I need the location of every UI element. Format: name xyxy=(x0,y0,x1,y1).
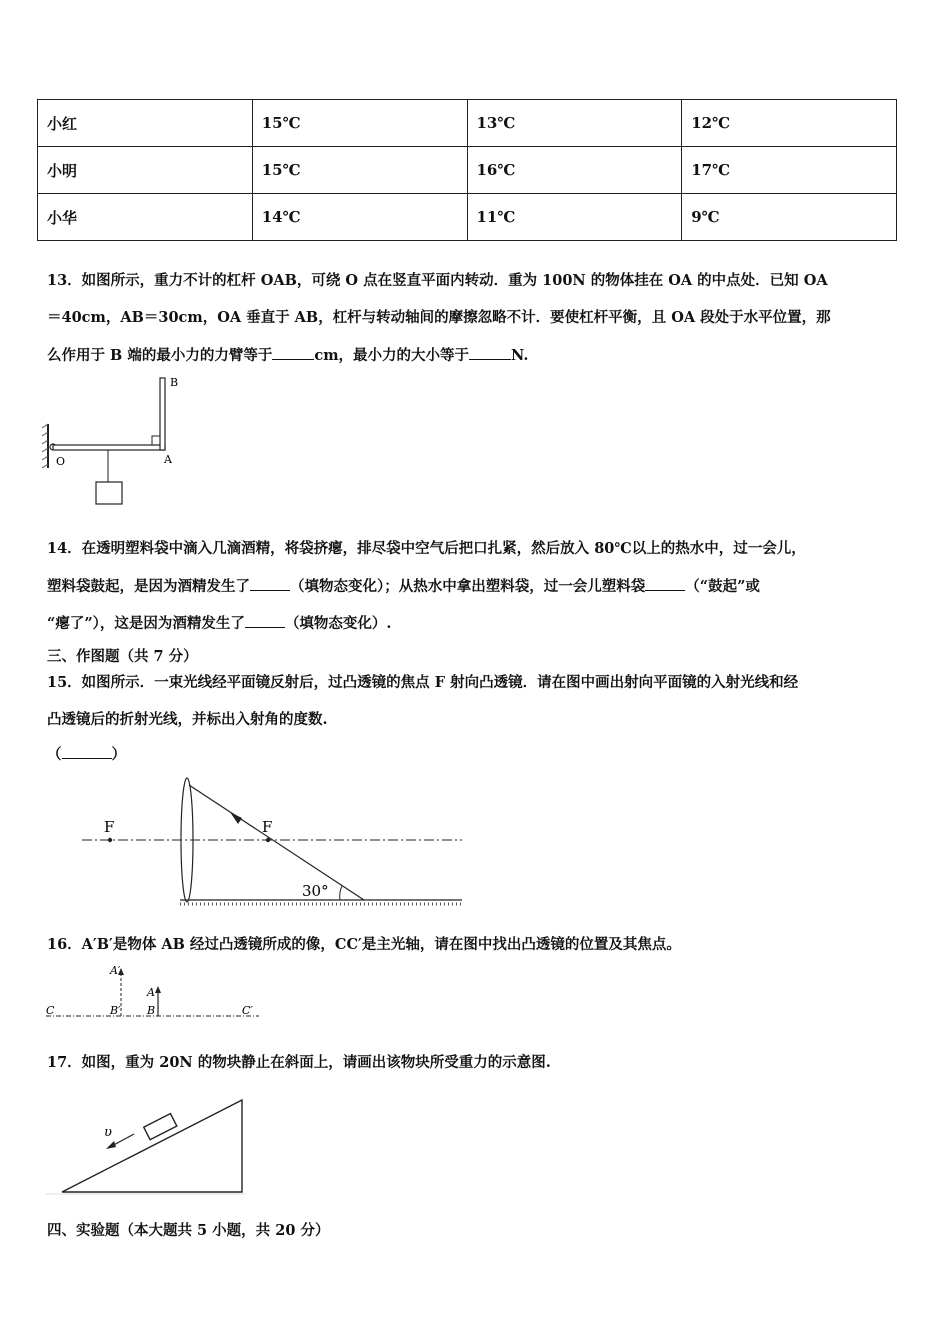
q16-line1: 16．A′B′是物体 AB 经过凸透镜所成的像，CC′是主光轴，请在图中找出凸透镜的位置及其焦点。 xyxy=(47,936,681,953)
label-o: O xyxy=(56,455,66,468)
q15-line1: 15．如图所示．一束光线经平面镜反射后，过凸透镜的焦点 F 射向凸透镜．请在图中画出射向平面镜的入射光线和经 xyxy=(47,674,799,691)
table-cell: 15℃ xyxy=(252,147,467,194)
table-cell: 14℃ xyxy=(252,194,467,241)
answer-blank[interactable] xyxy=(245,613,285,628)
answer-blank[interactable] xyxy=(272,345,314,360)
table-row xyxy=(38,100,897,147)
lever-figure xyxy=(40,372,190,512)
angle-label: 30° xyxy=(302,882,329,900)
object-arrowhead xyxy=(155,986,161,993)
label-v: υ xyxy=(104,1125,112,1140)
label-b: B xyxy=(147,1004,156,1017)
answer-blank[interactable] xyxy=(469,345,511,360)
lever-arm-oa xyxy=(53,445,165,450)
table-cell: 11℃ xyxy=(467,194,682,241)
label-b-prime: B′ xyxy=(110,1004,121,1017)
q13-text: N. xyxy=(511,347,529,364)
q14-line1: 14．在透明塑料袋中滴入几滴酒精，将袋挤瘪，排尽袋中空气后把口扎紧，然后放入 80℃以上的热水中，过一会儿， xyxy=(47,540,806,557)
label-b: B xyxy=(170,376,179,389)
q13-line1: 13．如图所示，重力不计的杠杆 OAB，可绕 O 点在竖直平面内转动．重为 100N 的物体挂在 OA 的中点处．已知 OA xyxy=(47,272,828,289)
table-cell: 15℃ xyxy=(252,100,467,147)
velocity-arrowhead xyxy=(106,1141,116,1149)
q13-line3 xyxy=(47,345,528,366)
lens-mirror-figure xyxy=(80,780,470,912)
inclined-plane xyxy=(62,1100,242,1192)
label-c-prime: C′ xyxy=(242,1004,253,1017)
right-angle-mark xyxy=(152,436,160,445)
q14-line3 xyxy=(47,613,392,634)
q14-text: （填物态变化）；从热水中拿出塑料袋，过一会儿塑料袋 xyxy=(290,578,646,595)
table-cell: 13℃ xyxy=(467,100,682,147)
temperature-table xyxy=(37,99,897,241)
label-f-right: F xyxy=(262,818,273,836)
q14-text: 塑料袋鼓起，是因为酒精发生了 xyxy=(47,578,250,595)
q13-line2: ＝40cm，AB＝30cm，OA 垂直于 AB，杠杆与转动轴间的摩擦忽略不计．要使杠杆平衡，且 OA 段处于水平位置，那 xyxy=(47,309,831,326)
paren-open: （ xyxy=(47,746,62,763)
answer-blank[interactable] xyxy=(250,576,290,591)
table-cell: 17℃ xyxy=(682,147,897,194)
table-cell: 小明 xyxy=(38,147,253,194)
q13-text: 么作用于 B 端的最小力的力臂等于 xyxy=(47,347,273,364)
table-cell: 12℃ xyxy=(682,100,897,147)
q14-text: “瘪了”），这是因为酒精发生了 xyxy=(47,615,245,632)
lever-arm-ab xyxy=(160,378,165,450)
answer-blank[interactable] xyxy=(645,576,685,591)
q13-text: cm，最小力的大小等于 xyxy=(314,347,470,364)
q14-text: （“鼓起”或 xyxy=(685,578,760,595)
q17-line1: 17．如图，重为 20N 的物块静止在斜面上，请画出该物块所受重力的示意图. xyxy=(47,1054,551,1071)
image-figure xyxy=(44,960,264,1020)
label-c: C xyxy=(46,1004,55,1017)
label-a: A xyxy=(147,986,155,999)
table-row xyxy=(38,147,897,194)
reflected-ray xyxy=(189,785,364,900)
table-row xyxy=(38,194,897,241)
answer-blank[interactable] xyxy=(62,744,112,759)
angle-arc xyxy=(340,886,342,900)
paren-close: ） xyxy=(111,746,126,763)
table-cell: 小华 xyxy=(38,194,253,241)
focus-left xyxy=(108,838,112,842)
ray-arrow xyxy=(230,812,242,824)
q15-answer xyxy=(47,744,126,765)
section-4-heading: 四、实验题（本大题共 5 小题，共 20 分） xyxy=(47,1222,330,1239)
label-a-prime: A′ xyxy=(110,964,121,977)
q14-text: （填物态变化）. xyxy=(284,615,392,632)
label-a: A xyxy=(164,453,172,466)
table-cell: 9℃ xyxy=(682,194,897,241)
section-3-heading: 三、作图题（共 7 分） xyxy=(47,648,198,665)
q14-line2 xyxy=(47,576,760,597)
incline-figure xyxy=(46,1090,251,1200)
table-cell: 16℃ xyxy=(467,147,682,194)
table-cell: 小红 xyxy=(38,100,253,147)
label-f-left: F xyxy=(104,818,115,836)
q15-line2: 凸透镜后的折射光线，并标出入射角的度数. xyxy=(47,711,328,728)
hanging-weight xyxy=(96,482,122,504)
